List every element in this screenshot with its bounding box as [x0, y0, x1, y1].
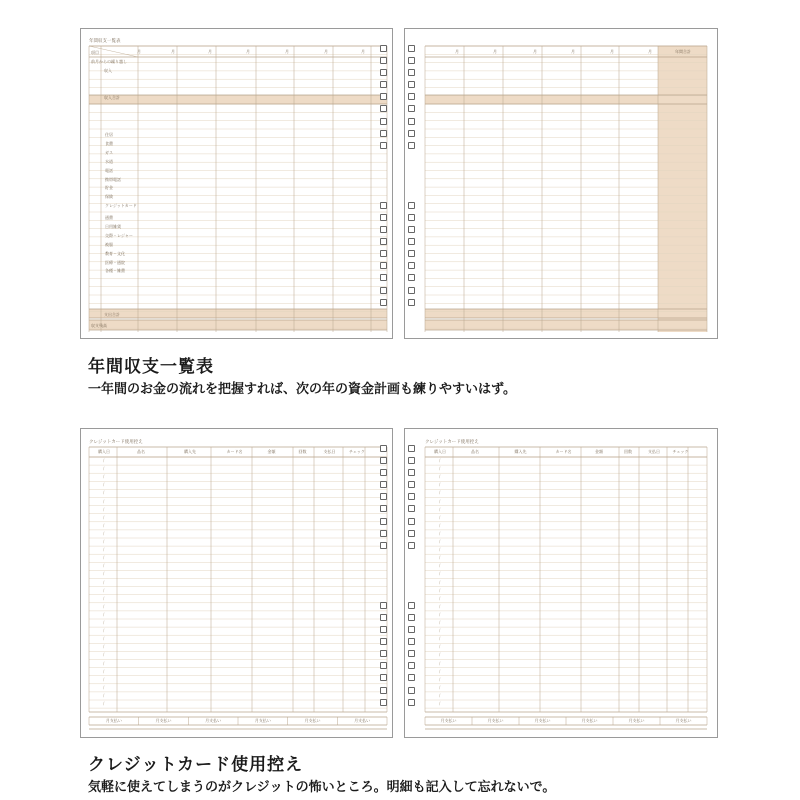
credit-col-header: 回数	[298, 449, 307, 454]
credit-date-placeholder: /	[103, 563, 105, 569]
section2-caption-title: クレジットカード使用控え	[88, 755, 304, 775]
binder-hole	[408, 214, 415, 221]
binder-hole	[380, 250, 387, 257]
binder-hole	[380, 238, 387, 245]
credit-date-placeholder: /	[439, 547, 441, 553]
binder-hole	[408, 250, 415, 257]
binder-hole	[380, 518, 387, 525]
ledger-expense-item: 電話	[105, 167, 113, 173]
ledger-expense-item: 食費	[105, 140, 113, 146]
binder-hole	[380, 202, 387, 209]
credit-date-placeholder: /	[439, 587, 441, 593]
credit-log-right-page	[404, 428, 718, 738]
binder-hole	[408, 638, 415, 645]
annual-ledger-left-grid	[81, 29, 393, 339]
ledger-right-month-5: 月	[610, 49, 614, 54]
binder-hole	[408, 57, 415, 64]
credit-date-placeholder: /	[439, 490, 441, 496]
credit-date-placeholder: /	[103, 692, 105, 698]
right-balance-band	[425, 320, 707, 330]
credit-date-placeholder: /	[439, 668, 441, 674]
credit-date-placeholder: /	[439, 539, 441, 544]
binder-hole	[408, 130, 415, 137]
credit-footer-label: 月支払い	[440, 718, 457, 723]
credit-col-header: 購入日	[434, 449, 446, 454]
ledger-month-4: 月	[246, 49, 250, 54]
binder-hole	[408, 469, 415, 476]
binder-hole	[408, 274, 415, 281]
credit-date-placeholder: /	[103, 539, 105, 544]
binder-hole	[408, 614, 415, 621]
binder-hole	[380, 469, 387, 476]
binder-hole	[380, 45, 387, 52]
ledger-expense-item: 保険	[105, 194, 113, 200]
credit-date-placeholder: /	[439, 482, 441, 488]
binder-hole	[380, 602, 387, 609]
credit-date-placeholder: /	[439, 530, 441, 536]
binder-hole	[380, 493, 387, 500]
credit-col-header: チェック	[349, 449, 365, 454]
credit-col-header: 支払日	[648, 449, 660, 454]
binder-hole	[380, 57, 387, 64]
binder-hole	[408, 493, 415, 500]
binder-holes-left-bottom	[380, 445, 387, 711]
credit-date-placeholder: /	[103, 595, 105, 601]
credit-date-placeholder: /	[103, 498, 105, 504]
credit-date-placeholder: /	[439, 652, 441, 658]
credit-footer-label: 月支払い	[254, 718, 271, 723]
ledger-right-month-2: 月	[493, 49, 497, 54]
credit-log-title: クレジットカード使用控え	[89, 440, 143, 445]
binder-hole	[408, 262, 415, 269]
binder-hole	[408, 699, 415, 706]
binder-hole	[380, 118, 387, 125]
credit-date-placeholder: /	[103, 547, 105, 553]
credit-date-placeholder: /	[103, 506, 105, 512]
binder-hole	[408, 299, 415, 306]
right-income-total-band	[425, 95, 707, 104]
credit-date-placeholder: /	[103, 644, 105, 650]
binder-hole	[408, 674, 415, 681]
right-expense-total-band	[425, 309, 707, 318]
binder-hole	[380, 226, 387, 233]
binder-hole	[408, 530, 415, 537]
binder-hole	[408, 518, 415, 525]
credit-date-placeholder: /	[103, 555, 105, 561]
annual-total-column	[658, 46, 707, 332]
ledger-carryover-label: 前月からの繰り越し	[91, 59, 127, 64]
ledger-month-2: 月	[171, 49, 175, 54]
binder-hole	[380, 457, 387, 464]
credit-col-header: 購入先	[514, 449, 527, 454]
credit-col-header: 回数	[624, 449, 632, 454]
binder-hole	[380, 130, 387, 137]
binder-holes-right-top	[408, 45, 415, 311]
binder-hole	[408, 481, 415, 488]
ledger-month-5: 月	[285, 49, 289, 54]
binder-hole	[380, 274, 387, 281]
ledger-expense-item: 被服	[105, 241, 113, 247]
credit-col-header: チェック	[672, 449, 689, 454]
credit-date-placeholder: /	[103, 571, 105, 577]
binder-hole	[408, 650, 415, 657]
credit-date-placeholder: /	[103, 522, 105, 528]
credit-date-placeholder: /	[439, 506, 441, 512]
credit-date-placeholder: /	[439, 474, 441, 480]
ledger-expense-item: 日用雑貨	[105, 223, 121, 229]
binder-hole	[380, 287, 387, 294]
binder-hole	[380, 93, 387, 100]
ledger-balance: 収支残高	[91, 323, 107, 328]
credit-date-placeholder: /	[103, 466, 105, 472]
binder-hole	[408, 45, 415, 52]
binder-hole	[380, 481, 387, 488]
credit-log-right-grid	[405, 429, 718, 738]
credit-footer-label: 月支払い	[487, 718, 504, 723]
section2-caption-sub: 気軽に使えてしまうのがクレジットの怖いところ。明細も記入して忘れないで。	[88, 780, 556, 795]
credit-col-header: カード名	[226, 449, 243, 454]
binder-hole	[408, 445, 415, 452]
credit-col-header: 金額	[267, 449, 276, 454]
credit-date-placeholder: /	[439, 701, 441, 706]
binder-hole	[380, 662, 387, 669]
binder-hole	[408, 457, 415, 464]
ledger-expense-item: 各種・雑費	[105, 268, 125, 274]
credit-date-placeholder: /	[103, 701, 105, 706]
ledger-right-month-3: 月	[533, 49, 537, 54]
credit-date-placeholder: /	[439, 522, 441, 528]
credit-footer-label: 月支払い	[155, 718, 172, 723]
binder-hole	[408, 626, 415, 633]
credit-date-placeholder: /	[439, 684, 441, 690]
credit-footer-label: 月支払い	[354, 718, 371, 723]
binder-hole	[408, 105, 415, 112]
binder-hole	[408, 287, 415, 294]
expense-total-band	[89, 309, 387, 318]
ledger-month-1: 月	[137, 49, 141, 54]
section1-caption-title: 年間収支一覧表	[88, 357, 214, 377]
credit-date-placeholder: /	[439, 692, 441, 698]
binder-hole	[408, 226, 415, 233]
ledger-income-item: 収入	[104, 68, 112, 73]
credit-col-header: 品名	[137, 449, 145, 454]
ledger-expense-item: 教育・文化	[105, 250, 125, 256]
credit-date-placeholder: /	[103, 628, 105, 634]
ledger-income-total: 収入合計	[104, 95, 120, 100]
credit-date-placeholder: /	[103, 458, 105, 463]
binder-hole	[380, 81, 387, 88]
credit-footer-label: 月支払い	[534, 718, 551, 723]
credit-date-placeholder: /	[439, 498, 441, 504]
balance-band	[89, 320, 387, 330]
credit-col-header: 購入先	[184, 449, 196, 454]
binder-hole	[380, 105, 387, 112]
binder-hole	[408, 202, 415, 209]
binder-hole	[380, 674, 387, 681]
binder-hole	[380, 530, 387, 537]
credit-log-left-page	[80, 428, 393, 738]
credit-footer-label: 月支払い	[205, 718, 222, 723]
binder-hole	[380, 69, 387, 76]
credit-date-placeholder: /	[439, 611, 441, 617]
ledger-expense-item: 通費	[105, 215, 113, 220]
binder-hole	[380, 214, 387, 221]
binder-hole	[380, 650, 387, 657]
ledger-right-month-1: 月	[455, 49, 459, 54]
credit-date-placeholder: /	[439, 571, 441, 577]
income-total-band	[89, 95, 387, 104]
credit-date-placeholder: /	[103, 652, 105, 658]
binder-hole	[408, 118, 415, 125]
ledger-expense-item: 交際・レジャー	[105, 232, 133, 238]
binder-hole	[380, 626, 387, 633]
binder-holes-left-top	[380, 45, 387, 311]
credit-col-header: 品名	[471, 449, 479, 454]
binder-hole	[380, 299, 387, 306]
credit-date-placeholder: /	[103, 530, 105, 536]
credit-date-placeholder: /	[103, 514, 105, 520]
ledger-expense-item: 住居	[105, 132, 113, 137]
binder-hole	[408, 81, 415, 88]
ledger-month-3: 月	[208, 49, 212, 54]
credit-date-placeholder: /	[439, 579, 441, 585]
credit-col-header: 購入日	[98, 449, 110, 454]
binder-hole	[380, 542, 387, 549]
credit-date-placeholder: /	[439, 458, 441, 463]
credit-date-placeholder: /	[439, 555, 441, 561]
ledger-expense-item: 医療・通院	[105, 259, 125, 265]
ledger-annual-total: 年間合計	[675, 49, 691, 54]
credit-date-placeholder: /	[439, 636, 441, 642]
credit-date-placeholder: /	[439, 563, 441, 569]
credit-col-header: カード名	[555, 449, 572, 454]
binder-hole	[408, 687, 415, 694]
credit-date-placeholder: /	[439, 660, 441, 666]
credit-date-placeholder: /	[103, 636, 105, 642]
ledger-expense-item: 携帯電話	[105, 176, 121, 182]
binder-hole	[408, 542, 415, 549]
credit-date-placeholder: /	[103, 620, 105, 625]
annual-ledger-left-page	[80, 28, 393, 339]
credit-footer-label: 月支払い	[675, 718, 692, 723]
binder-hole	[408, 142, 415, 149]
annual-ledger-title: 年間収支一覧表	[89, 39, 121, 44]
ledger-month-6: 月	[324, 49, 328, 54]
credit-date-placeholder: /	[439, 676, 441, 682]
credit-footer-label: 月支払い	[628, 718, 645, 723]
binder-hole	[408, 69, 415, 76]
credit-date-placeholder: /	[103, 611, 105, 617]
binder-hole	[380, 142, 387, 149]
credit-date-placeholder: /	[103, 579, 105, 585]
credit-date-placeholder: /	[103, 482, 105, 488]
annual-ledger-right-grid	[405, 29, 718, 339]
credit-date-placeholder: /	[103, 474, 105, 480]
ledger-month-7: 月	[361, 49, 365, 54]
binder-hole	[380, 505, 387, 512]
binder-hole	[408, 602, 415, 609]
credit-date-placeholder: /	[103, 490, 105, 496]
credit-date-placeholder: /	[103, 587, 105, 593]
binder-hole	[408, 238, 415, 245]
ledger-expense-total: 支出合計	[104, 312, 120, 317]
credit-log-left-grid	[81, 429, 393, 738]
credit-date-placeholder: /	[103, 684, 105, 690]
ledger-expense-item: ガス	[105, 149, 113, 155]
ledger-expense-item: 貯金	[105, 185, 113, 191]
credit-col-header: 支払日	[323, 449, 336, 454]
credit-date-placeholder: /	[103, 668, 105, 674]
section1-caption-sub: 一年間のお金の流れを把握すれば、次の年の資金計画も練りやすいはず。	[88, 382, 516, 397]
ledger-right-month-4: 月	[571, 49, 575, 54]
binder-holes-right-bottom	[408, 445, 415, 711]
credit-date-placeholder: /	[439, 628, 441, 634]
ledger-header-item-label: 項目	[91, 50, 99, 55]
binder-hole	[380, 262, 387, 269]
credit-date-placeholder: /	[439, 514, 441, 520]
binder-hole	[380, 445, 387, 452]
credit-date-placeholder: /	[103, 603, 105, 609]
credit-date-placeholder: /	[439, 466, 441, 472]
binder-hole	[408, 505, 415, 512]
ledger-expense-item: クレジットカード	[105, 203, 137, 209]
binder-hole	[408, 662, 415, 669]
binder-hole	[408, 93, 415, 100]
credit-date-placeholder: /	[103, 676, 105, 682]
binder-hole	[380, 614, 387, 621]
binder-hole	[380, 699, 387, 706]
binder-hole	[380, 687, 387, 694]
credit-footer-label: 月支払い	[581, 718, 598, 723]
credit-col-header: 金額	[595, 449, 603, 454]
credit-date-placeholder: /	[439, 620, 441, 625]
ledger-expense-item: 水道	[105, 158, 113, 164]
credit-date-placeholder: /	[439, 595, 441, 601]
binder-hole	[380, 638, 387, 645]
credit-footer-label: 月支払い	[304, 718, 321, 723]
credit-date-placeholder: /	[439, 603, 441, 609]
credit-date-placeholder: /	[103, 660, 105, 666]
annual-ledger-right-page	[404, 28, 718, 339]
credit-log-title-right: クレジットカード使用控え	[425, 440, 479, 445]
ledger-right-month-6: 月	[648, 49, 652, 54]
credit-footer-label: 月支払い	[105, 718, 122, 723]
credit-date-placeholder: /	[439, 644, 441, 650]
